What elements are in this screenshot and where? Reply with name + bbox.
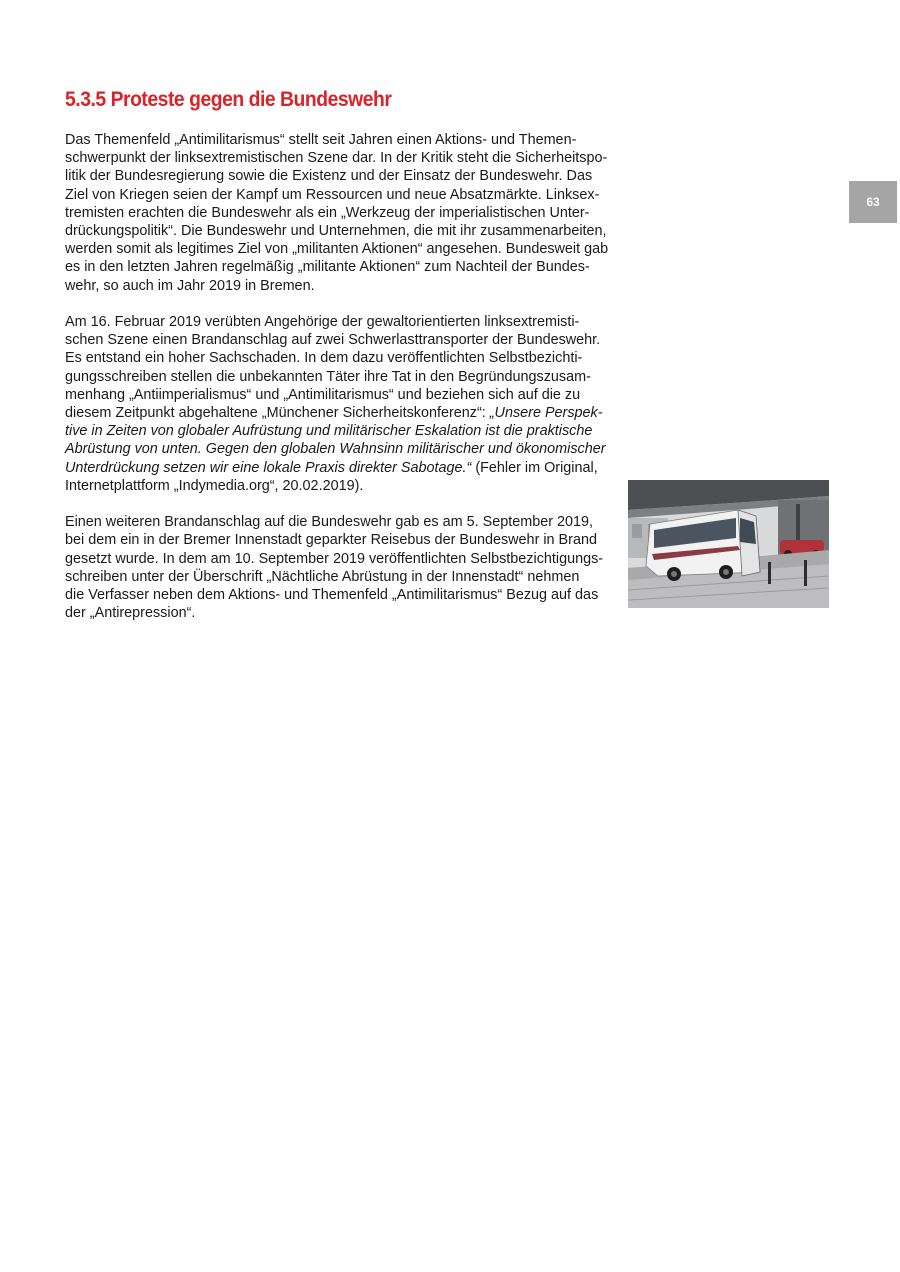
quote-text: tive in Zeiten von globaler Aufrüstung und militärischer Eskalation ist die praktische [65, 423, 593, 440]
text-line [65, 331, 610, 349]
text-line [65, 131, 610, 149]
page-number-tab [849, 181, 897, 223]
text-line [65, 586, 610, 604]
line-text: drückungspolitik“. Die Bundeswehr und Unternehmen, die mit ihr zusammenarbeiten, [65, 223, 607, 240]
body-paragraph [65, 513, 610, 622]
text-line [65, 550, 610, 568]
line-text: Es entstand ein hoher Sachschaden. In dem dazu veröffentlichten Selbstbezichti- [65, 350, 583, 367]
body-text [65, 131, 610, 641]
line-text: Am 16. Februar 2019 verübten Angehörige der gewaltorientierten linksextremisti- [65, 314, 580, 331]
text-line [65, 204, 610, 222]
text-line [65, 440, 610, 458]
line-text: es in den letzten Jahren regelmäßig „militante Aktionen“ zum Nachteil der Bundes- [65, 259, 590, 276]
text-line [65, 477, 610, 495]
body-paragraph [65, 313, 610, 495]
text-line [65, 167, 610, 185]
text-line [65, 258, 610, 276]
text-line [65, 222, 610, 240]
line-text: werden somit als legitimes Ziel von „militanten Aktionen“ angesehen. Bundesweit gab [65, 241, 609, 258]
line-text: menhang „Antiimperialismus“ und „Antimilitarismus“ und beziehen sich auf die zu [65, 386, 581, 403]
line-text: tremisten erachten die Bundeswehr als ein „Werkzeug der imperialistischen Unter- [65, 204, 590, 221]
line-text: schreiben unter der Überschrift „Nächtliche Abrüstung in der Innenstadt“ nehmen [65, 568, 580, 585]
text-line [65, 149, 610, 167]
text-line [65, 604, 610, 622]
text-line [65, 313, 610, 331]
quote-text: „Unsere Perspek- [489, 405, 603, 422]
text-line [65, 240, 610, 258]
page-number: 63 [866, 195, 880, 209]
line-text: gesetzt wurde. In dem am 10. September 2019 veröffentlichten Selbstbezichtigungs- [65, 550, 604, 567]
body-paragraph [65, 131, 610, 295]
text-line [65, 459, 610, 477]
text-line [65, 568, 610, 586]
line-text: Internetplattform „Indymedia.org“, 20.02.2019). [65, 477, 364, 494]
line-text: schen Szene einen Brandanschlag auf zwei Schwerlasttransporter der Bundeswehr. [65, 332, 601, 349]
quote-text: Abrüstung von unten. Gegen den globalen Wahnsinn militärischer und ökonomischer [65, 441, 606, 458]
text-line [65, 404, 610, 422]
line-text: der „Antirepression“. [65, 605, 196, 622]
text-line [65, 386, 610, 404]
line-text: diesem Zeitpunkt abgehaltene „Münchener Sicherheitskonferenz“: [65, 405, 490, 422]
bus-photo-image [628, 480, 829, 608]
line-text: Ziel von Kriegen seien der Kampf um Ressourcen und neue Absatzmärkte. Linksex- [65, 186, 600, 203]
text-line [65, 277, 610, 295]
text-line [65, 349, 610, 367]
line-text: Einen weiteren Brandanschlag auf die Bundeswehr gab es am 5. September 2019, [65, 514, 593, 531]
text-line [65, 531, 610, 549]
line-text: gungsschreiben stellen die unbekannten Täter ihre Tat in den Begründungszusam- [65, 368, 591, 385]
line-text: litik der Bundesregierung sowie die Existenz und der Einsatz der Bundeswehr. Das [65, 168, 593, 185]
line-text: die Verfasser neben dem Aktions- und Themenfeld „Antimilitarismus“ Bezug auf das [65, 587, 599, 604]
line-text: bei dem ein in der Bremer Innenstadt geparkter Reisebus der Bundeswehr in Brand [65, 532, 597, 549]
text-line [65, 513, 610, 531]
line-text: schwerpunkt der linksextremistischen Szene dar. In der Kritik steht die Sicherheitspo- [65, 150, 608, 167]
text-line [65, 422, 610, 440]
bus-photo [628, 480, 829, 608]
line-text: Das Themenfeld „Antimilitarismus“ stellt seit Jahren einen Aktions- und Themen- [65, 132, 577, 148]
line-text: (Fehler im Original, [471, 459, 598, 476]
quote-text: Unterdrückung setzen wir eine lokale Praxis direkter Sabotage.“ [65, 459, 472, 476]
text-line [65, 186, 610, 204]
text-line [65, 368, 610, 386]
line-text: wehr, so auch im Jahr 2019 in Bremen. [65, 277, 315, 294]
section-heading: 5.3.5 Proteste gegen die Bundeswehr [65, 88, 392, 111]
